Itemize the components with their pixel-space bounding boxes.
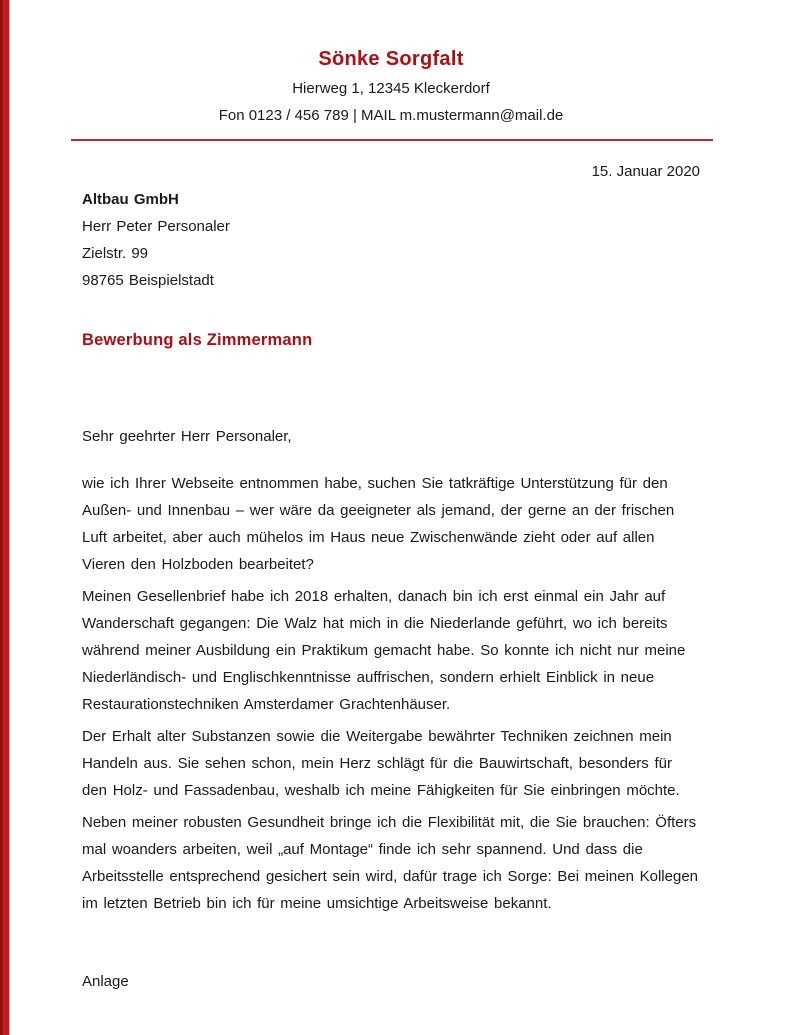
sender-address: Hierweg 1, 12345 Kleckerdorf <box>292 80 490 97</box>
body-paragraph-3: Der Erhalt alter Substanzen sowie die Weitergabe bewährter Techniken zeichnen mein Handeln aus. Sie sehen schon, mein Herz schlägt für die Bauwirtschaft, besonders für den Holz- und Fassadenbau, weshalb ich meine Fähigkeiten für Sie einbringen möchte. <box>82 728 680 799</box>
letter-date: 15. Januar 2020 <box>591 163 700 180</box>
sender-name: Sönke Sorgfalt <box>318 48 464 70</box>
letterhead-divider <box>71 139 713 141</box>
letterhead <box>82 0 700 125</box>
body-paragraph-4: Neben meiner robusten Gesundheit bringe ich die Flexibilität mit, die Sie brauchen: Öfters mal woanders arbeiten, weil „auf Montage“ finde ich sehr spannend. Und dass die Arbeitsstelle entsprechend gesichert sein wird, dafür trage ich Sorge: Bei meinen Kollegen im letzten Betrieb bin ich für meine umsichtige Arbeitsweise bekannt. <box>82 814 699 912</box>
letter-content <box>82 0 700 995</box>
enclosure-note: Anlage <box>82 973 129 990</box>
recipient-person: Herr Peter Personaler <box>82 218 230 235</box>
subject-line: Bewerbung als Zimmermann <box>82 331 313 349</box>
body-paragraph-1: wie ich Ihrer Webseite entnommen habe, suchen Sie tatkräftige Unterstützung für den Außen- und Innenbau – wer wäre da geeigneter als jemand, der gerne an der frischen Luft arbeitet, aber auch mühelos im Haus neue Zwischenwände zieht oder auf allen Vieren den Holzboden bearbeitet? <box>82 475 675 573</box>
recipient-street: Zielstr. 99 <box>82 245 149 262</box>
sender-contact: Fon 0123 / 456 789 | MAIL m.mustermann@mail.de <box>218 107 564 124</box>
salutation: Sehr geehrter Herr Personaler, <box>82 428 292 445</box>
body-paragraph-2: Meinen Gesellenbrief habe ich 2018 erhalten, danach bin ich erst einmal ein Jahr auf Wanderschaft gegangen: Die Walz hat mich in die Niederlande geführt, wo ich bereits während meiner Ausbildung ein Praktikum gemacht habe. So konnte ich nicht nur meine Niederländisch- und Englischkenntnisse auffrischen, sondern erhielt Einblick in neue Restaurationstechniken Amsterdamer Grachtenhäuser. <box>82 588 686 713</box>
recipient-block <box>82 186 700 294</box>
recipient-company: Altbau GmbH <box>82 191 179 208</box>
left-margin-bar <box>0 0 10 1035</box>
recipient-city: 98765 Beispielstadt <box>82 272 214 289</box>
